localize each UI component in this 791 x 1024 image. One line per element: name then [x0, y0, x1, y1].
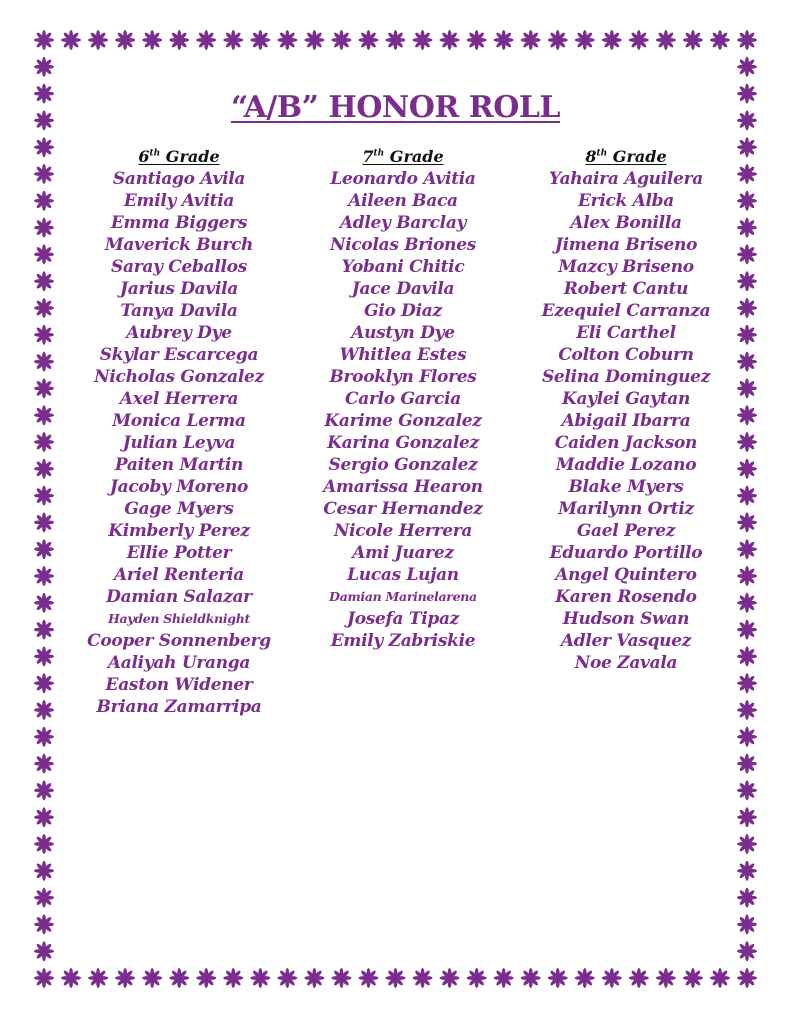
asterisk-flower-icon — [34, 620, 54, 640]
asterisk-flower-icon — [34, 807, 54, 827]
honoree-name: Briana Zamarripa — [96, 697, 262, 717]
honoree-name: Caiden Jackson — [554, 433, 698, 453]
asterisk-flower-icon — [304, 968, 324, 988]
asterisk-flower-icon — [629, 30, 649, 50]
asterisk-flower-icon — [737, 941, 757, 961]
honoree-name: Austyn Dye — [351, 323, 455, 343]
honoree-name: Sergio Gonzalez — [328, 455, 478, 475]
asterisk-flower-icon — [34, 244, 54, 264]
honoree-name: Angel Quintero — [555, 565, 697, 585]
honoree-name: Ariel Renteria — [114, 565, 244, 585]
asterisk-flower-icon — [34, 888, 54, 908]
grade-number: 7 — [362, 147, 374, 166]
grade-suffix: th — [373, 148, 385, 159]
asterisk-flower-icon — [34, 727, 54, 747]
asterisk-flower-icon — [34, 941, 54, 961]
honoree-name: Karime Gonzalez — [324, 411, 482, 431]
asterisk-flower-icon — [115, 968, 135, 988]
honoree-name: Nicholas Gonzalez — [94, 367, 264, 387]
honoree-name: Eduardo Portillo — [549, 543, 703, 563]
asterisk-flower-icon — [737, 807, 757, 827]
honoree-name: Selina Dominguez — [541, 367, 711, 387]
asterisk-flower-icon — [575, 30, 595, 50]
asterisk-flower-icon — [277, 968, 297, 988]
asterisk-flower-icon — [548, 30, 568, 50]
asterisk-flower-icon — [386, 30, 406, 50]
asterisk-flower-icon — [196, 30, 216, 50]
asterisk-flower-icon — [34, 593, 54, 613]
asterisk-flower-icon — [223, 30, 243, 50]
asterisk-flower-icon — [737, 914, 757, 934]
asterisk-flower-icon — [142, 968, 162, 988]
honoree-name: Nicole Herrera — [333, 521, 473, 541]
honoree-name: Jace Davila — [351, 279, 455, 299]
asterisk-flower-icon — [358, 30, 378, 50]
grade-7-name-list — [283, 168, 523, 652]
grade-7-column — [283, 146, 523, 652]
honoree-name: Jimena Briseno — [554, 235, 698, 255]
grade-8-heading — [506, 146, 746, 168]
honoree-name: Ami Juarez — [352, 543, 454, 563]
asterisk-flower-icon — [602, 968, 622, 988]
grade-6-heading — [59, 146, 299, 168]
honoree-name: Axel Herrera — [119, 389, 239, 409]
grade-label: Grade — [612, 147, 667, 166]
honoree-name: Monica Lerma — [112, 411, 246, 431]
honoree-name: Nicolas Briones — [329, 235, 477, 255]
honoree-name: Aaliyah Uranga — [107, 653, 251, 673]
honoree-name: Aileen Baca — [348, 191, 458, 211]
honoree-name: Abigail Ibarra — [561, 411, 691, 431]
asterisk-flower-icon — [142, 30, 162, 50]
honoree-name: Amarissa Hearon — [323, 477, 483, 497]
honoree-name: Adler Vasquez — [560, 631, 692, 651]
honoree-name: Maverick Burch — [104, 235, 254, 255]
asterisk-flower-icon — [737, 861, 757, 881]
asterisk-flower-icon — [34, 861, 54, 881]
asterisk-flower-icon — [602, 30, 622, 50]
asterisk-flower-icon — [467, 968, 487, 988]
honoree-name: Paiten Martin — [114, 455, 244, 475]
asterisk-flower-icon — [683, 30, 703, 50]
honoree-name: Carlo Garcia — [345, 389, 461, 409]
grade-8-name-list — [506, 168, 746, 674]
asterisk-flower-icon — [277, 30, 297, 50]
asterisk-flower-icon — [34, 968, 54, 988]
honoree-name: Emily Zabriskie — [330, 631, 476, 651]
honoree-name: Kimberly Perez — [108, 521, 250, 541]
page-title: “A/B” HONOR ROLL — [230, 90, 561, 125]
asterisk-flower-icon — [223, 968, 243, 988]
honoree-name: Colton Coburn — [558, 345, 694, 365]
asterisk-flower-icon — [737, 754, 757, 774]
honoree-name: Cooper Sonnenberg — [87, 631, 271, 651]
grade-6-column — [59, 146, 299, 718]
honoree-name: Yobani Chitic — [341, 257, 465, 277]
asterisk-flower-icon — [440, 968, 460, 988]
asterisk-flower-icon — [34, 164, 54, 184]
honoree-name: Easton Widener — [105, 675, 253, 695]
honoree-name: Damian Salazar — [106, 587, 252, 607]
grade-6-name-list — [59, 168, 299, 718]
asterisk-flower-icon — [358, 968, 378, 988]
asterisk-flower-icon — [34, 754, 54, 774]
asterisk-flower-icon — [413, 30, 433, 50]
honoree-name: Julian Leyva — [122, 433, 236, 453]
honoree-name: Robert Cantu — [563, 279, 689, 299]
asterisk-flower-icon — [34, 325, 54, 345]
asterisk-flower-icon — [34, 218, 54, 238]
asterisk-flower-icon — [737, 673, 757, 693]
asterisk-flower-icon — [34, 405, 54, 425]
honoree-name: Ellie Potter — [126, 543, 232, 563]
asterisk-flower-icon — [34, 780, 54, 800]
asterisk-flower-icon — [34, 700, 54, 720]
honoree-name: Karen Rosendo — [555, 587, 697, 607]
honoree-name: Hayden Shieldknight — [107, 611, 250, 626]
asterisk-flower-icon — [304, 30, 324, 50]
honoree-name: Josefa Tipaz — [346, 609, 460, 629]
honoree-name: Tanya Davila — [120, 301, 238, 321]
asterisk-flower-icon — [656, 968, 676, 988]
asterisk-flower-icon — [34, 378, 54, 398]
honoree-name: Gage Myers — [124, 499, 234, 519]
asterisk-flower-icon — [34, 646, 54, 666]
asterisk-flower-icon — [710, 968, 730, 988]
grade-number: 8 — [585, 147, 597, 166]
asterisk-flower-icon — [34, 432, 54, 452]
asterisk-flower-icon — [169, 968, 189, 988]
asterisk-flower-icon — [737, 834, 757, 854]
asterisk-flower-icon — [710, 30, 730, 50]
asterisk-flower-icon — [34, 271, 54, 291]
honoree-name: Marilynn Ortiz — [558, 499, 694, 519]
asterisk-flower-icon — [34, 566, 54, 586]
asterisk-flower-icon — [494, 30, 514, 50]
asterisk-flower-icon — [34, 539, 54, 559]
honoree-name: Adley Barclay — [339, 213, 467, 233]
asterisk-flower-icon — [440, 30, 460, 50]
grade-suffix: th — [596, 148, 608, 159]
honoree-name: Jacoby Moreno — [109, 477, 249, 497]
honoree-name: Skylar Escarcega — [99, 345, 259, 365]
honoree-name: Noe Zavala — [574, 653, 678, 673]
asterisk-flower-icon — [331, 968, 351, 988]
asterisk-flower-icon — [737, 888, 757, 908]
grade-label: Grade — [389, 147, 444, 166]
asterisk-flower-icon — [34, 673, 54, 693]
honoree-name: Cesar Hernandez — [323, 499, 483, 519]
grade-8-column — [506, 146, 746, 674]
asterisk-flower-icon — [34, 30, 54, 50]
asterisk-flower-icon — [521, 968, 541, 988]
asterisk-flower-icon — [34, 834, 54, 854]
asterisk-flower-icon — [61, 968, 81, 988]
honoree-name: Erick Alba — [578, 191, 674, 211]
honoree-name: Emma Biggers — [110, 213, 248, 233]
honoree-name: Lucas Lujan — [347, 565, 459, 585]
honoree-name: Karina Gonzalez — [327, 433, 479, 453]
asterisk-flower-icon — [413, 968, 433, 988]
asterisk-flower-icon — [34, 486, 54, 506]
asterisk-flower-icon — [250, 30, 270, 50]
asterisk-flower-icon — [737, 30, 757, 50]
grade-7-heading — [283, 146, 523, 168]
honoree-name: Jarius Davila — [120, 279, 238, 299]
honoree-name: Leonardo Avitia — [330, 169, 476, 189]
asterisk-flower-icon — [521, 30, 541, 50]
honoree-name: Kaylei Gaytan — [561, 389, 691, 409]
asterisk-flower-icon — [737, 968, 757, 988]
grade-suffix: th — [149, 148, 161, 159]
asterisk-flower-icon — [34, 57, 54, 77]
asterisk-flower-icon — [494, 968, 514, 988]
honoree-name: Maddie Lozano — [555, 455, 697, 475]
honoree-name: Whitlea Estes — [339, 345, 467, 365]
asterisk-flower-icon — [34, 512, 54, 532]
honoree-name: Hudson Swan — [562, 609, 690, 629]
asterisk-flower-icon — [34, 352, 54, 372]
asterisk-flower-icon — [34, 298, 54, 318]
asterisk-flower-icon — [548, 968, 568, 988]
honoree-name: Brooklyn Flores — [329, 367, 477, 387]
honoree-name: Alex Bonilla — [570, 213, 682, 233]
honoree-name: Gael Perez — [576, 521, 676, 541]
asterisk-flower-icon — [34, 459, 54, 479]
asterisk-flower-icon — [169, 30, 189, 50]
asterisk-flower-icon — [34, 914, 54, 934]
asterisk-flower-icon — [34, 191, 54, 211]
honoree-name: Gio Diaz — [364, 301, 442, 321]
asterisk-flower-icon — [737, 727, 757, 747]
asterisk-flower-icon — [737, 700, 757, 720]
asterisk-flower-icon — [196, 968, 216, 988]
honoree-name: Yahaira Aguilera — [549, 169, 703, 189]
grade-label: Grade — [165, 147, 220, 166]
honoree-name: Emily Avitia — [123, 191, 235, 211]
grade-number: 6 — [138, 147, 150, 166]
asterisk-flower-icon — [88, 30, 108, 50]
asterisk-flower-icon — [737, 780, 757, 800]
asterisk-flower-icon — [683, 968, 703, 988]
asterisk-flower-icon — [115, 30, 135, 50]
honoree-name: Saray Ceballos — [111, 257, 247, 277]
honoree-name: Eli Carthel — [576, 323, 676, 343]
honoree-name: Ezequiel Carranza — [541, 301, 711, 321]
asterisk-flower-icon — [331, 30, 351, 50]
asterisk-flower-icon — [386, 968, 406, 988]
asterisk-flower-icon — [575, 968, 595, 988]
asterisk-flower-icon — [88, 968, 108, 988]
asterisk-flower-icon — [61, 30, 81, 50]
asterisk-flower-icon — [34, 137, 54, 157]
honoree-name: Santiago Avila — [112, 169, 246, 189]
honoree-name: Mazcy Briseno — [558, 257, 694, 277]
honoree-name: Aubrey Dye — [126, 323, 232, 343]
asterisk-flower-icon — [629, 968, 649, 988]
honoree-name: Blake Myers — [568, 477, 684, 497]
asterisk-flower-icon — [737, 57, 757, 77]
honoree-name: Damian Marinelarena — [329, 589, 477, 604]
asterisk-flower-icon — [656, 30, 676, 50]
asterisk-flower-icon — [467, 30, 487, 50]
asterisk-flower-icon — [250, 968, 270, 988]
